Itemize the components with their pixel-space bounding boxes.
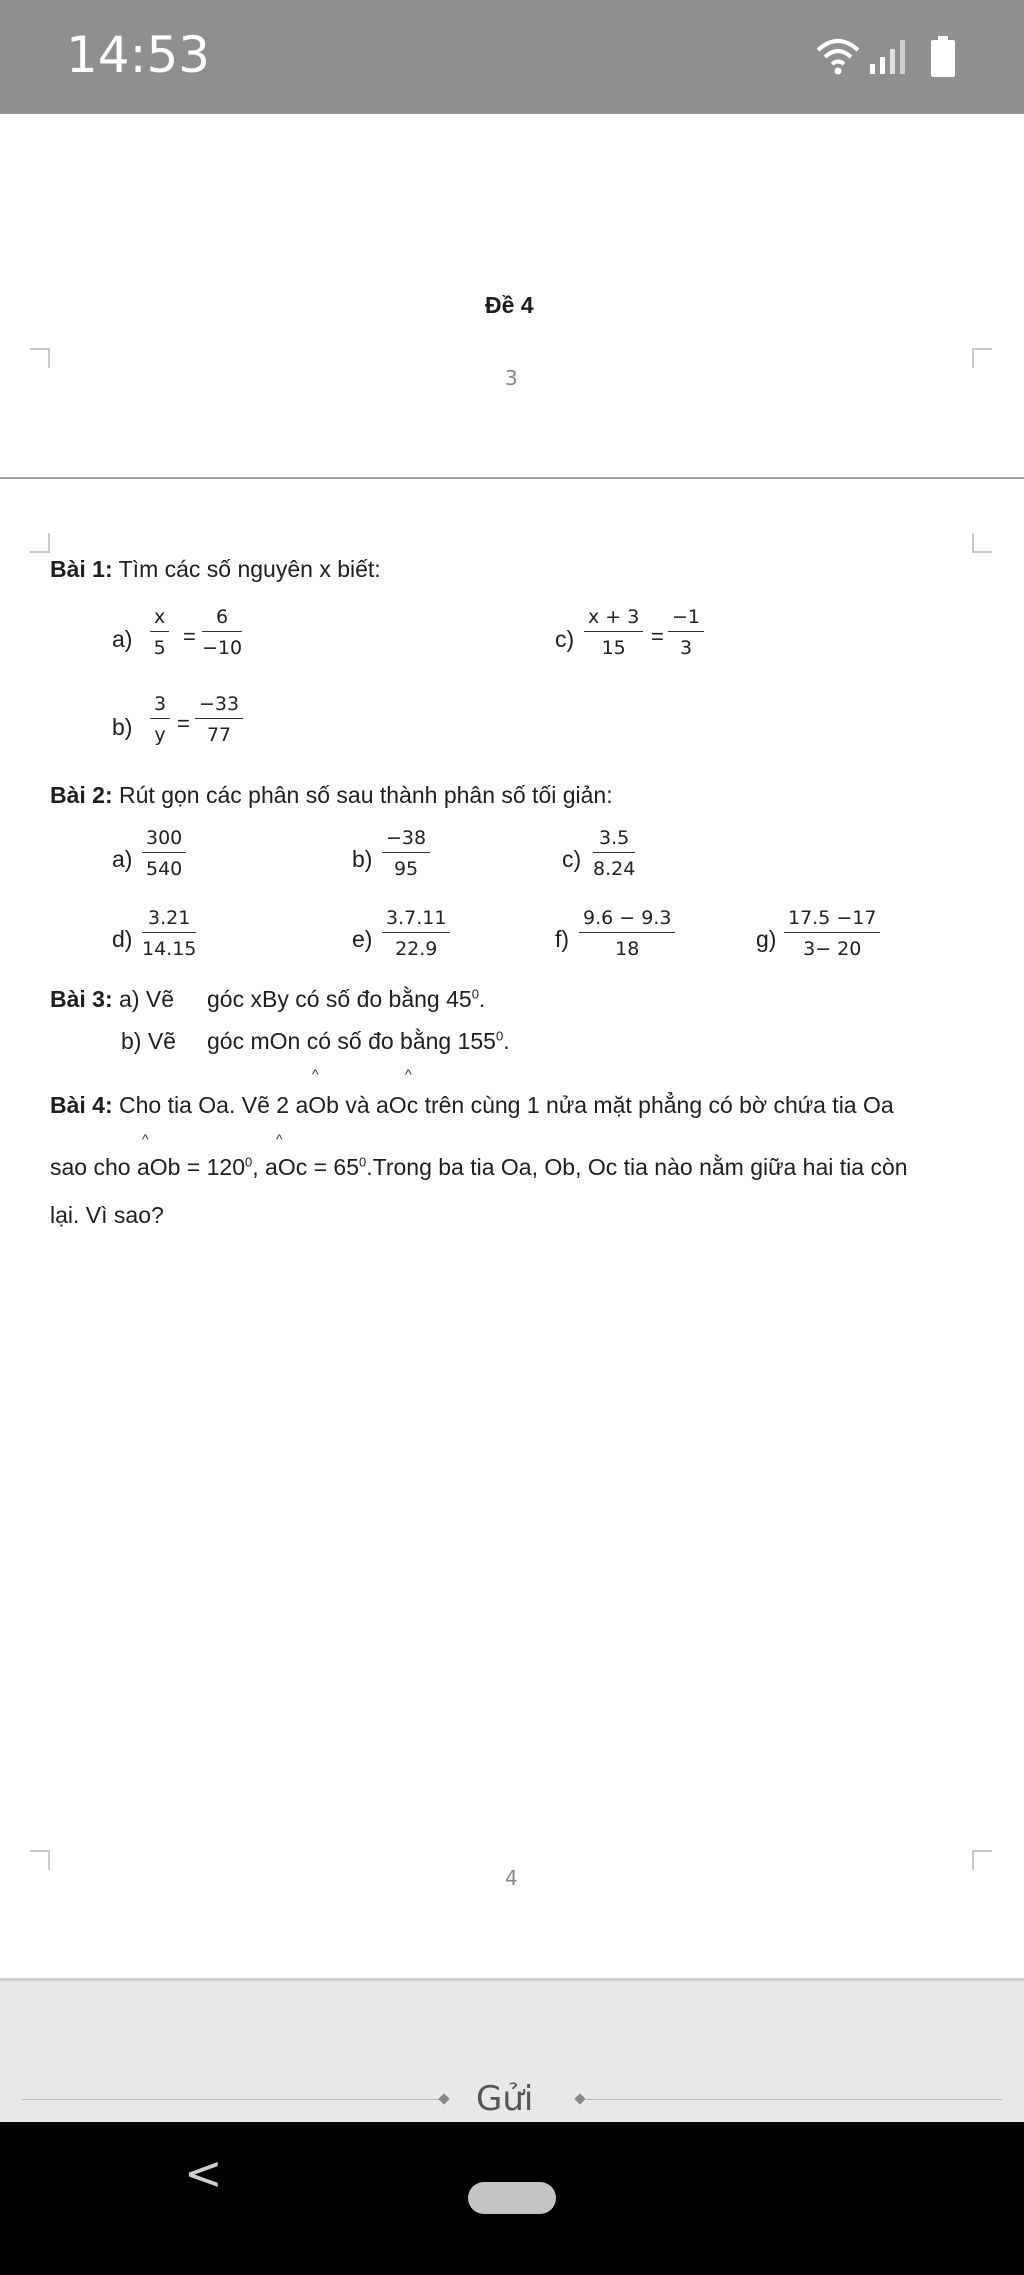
item-label: e) [352, 926, 373, 952]
exercise-4-line-3: lại. Vì sao? [50, 1202, 164, 1228]
home-button[interactable] [468, 2182, 556, 2214]
angle-hat: ^ [276, 1131, 283, 1147]
exercise-title: Bài 3: [50, 986, 113, 1012]
item-label: g) [756, 926, 777, 952]
item-label: c) [555, 626, 575, 652]
exercise-3-b-text: góc mOn có số đo bằng $155^0$. [207, 1028, 510, 1054]
diamond-icon [438, 2093, 449, 2104]
fraction: $\frac{3.21}{14.15}$ [142, 907, 197, 960]
item-label: b) [112, 714, 133, 740]
fraction: $\frac{3.5}{8.24}$ [593, 827, 636, 880]
item-label: f) [555, 926, 570, 952]
fraction: $\frac{9.6 - 9.3}{18}$ [579, 907, 675, 960]
crop-mark [972, 1850, 992, 1870]
exercise-text: Rút gọn các phân số sau thành phân số tối giản: [119, 782, 613, 808]
exercise-text: Tìm các số nguyên x biết: [118, 556, 381, 582]
exercise-1-heading [50, 556, 381, 583]
cell-signal-icon [868, 36, 912, 76]
fraction: $\frac{300}{540}$ [142, 827, 186, 880]
status-bar [0, 0, 1024, 114]
fraction: $\frac{3}{y}$ [150, 693, 170, 746]
divider-line [22, 2099, 442, 2100]
crop-mark [30, 348, 50, 368]
fraction: $\frac{x}{5}$ [150, 606, 169, 659]
exercise-2-heading [50, 782, 613, 809]
crop-mark [972, 348, 992, 368]
angle-hat: ^ [405, 1066, 412, 1082]
navigation-bar [0, 2122, 1024, 2275]
page-3 [0, 114, 1024, 478]
send-button[interactable]: Gửi [476, 2079, 534, 2119]
status-time: 14:53 [66, 26, 211, 84]
fraction: $\frac{-38}{95}$ [382, 827, 430, 880]
equals-sign: = [183, 624, 196, 649]
item-label: b) [352, 846, 373, 872]
diamond-icon [574, 2093, 585, 2104]
page-title: Đề 4 [485, 292, 534, 318]
equals-sign: = [177, 711, 190, 736]
item-label: a) [112, 626, 133, 652]
divider-line [586, 2099, 1002, 2100]
crop-mark [30, 1850, 50, 1870]
fraction: $\frac{17.5 -17}{3- 20}$ [784, 907, 880, 960]
page-divider [0, 477, 1024, 479]
battery-icon [930, 36, 956, 78]
item-label: d) [112, 926, 133, 952]
exercise-title: Bài 1: [50, 556, 113, 582]
fraction: $\frac{x + 3}{15}$ [584, 606, 643, 659]
equals-sign: = [651, 624, 664, 649]
angle-hat: ^ [312, 1066, 319, 1082]
exercise-3-b: b) Vẽ [121, 1028, 176, 1054]
exercise-3-a-text: góc xBy có số đo bằng $45^0$. [207, 986, 486, 1012]
page-number: 4 [505, 1866, 518, 1890]
angle-hat: ^ [142, 1131, 149, 1147]
item-label: a) [112, 846, 133, 872]
crop-mark [30, 533, 50, 553]
fraction: $\frac{6}{-10}$ [202, 606, 243, 659]
exercise-4-line-1: Bài 4: Cho tia Oa. Vẽ 2 aOb và aOc trên cùng 1 nửa mặt phẳng có bờ chứa tia Oa [50, 1092, 894, 1118]
item-label: c) [562, 846, 582, 872]
exercise-title: Bài 2: [50, 782, 113, 808]
fraction: $\frac{3.7.11}{22.9}$ [382, 907, 450, 960]
exercise-3-a: Bài 3: a) Vẽ [50, 986, 175, 1012]
crop-mark [972, 533, 992, 553]
page-number: 3 [505, 366, 518, 390]
send-bar [0, 1978, 1024, 2125]
fraction: $\frac{-33}{77}$ [195, 693, 243, 746]
exercise-4-line-2: sao cho aOb = $120^0$, aOc = $65^0.Trong$ ba tia Oa, Ob, Oc tia nào nằm giữa hai tia còn [50, 1154, 908, 1180]
fraction: $\frac{-1}{3}$ [668, 606, 704, 659]
exercise-title: Bài 4: [50, 1092, 113, 1118]
back-button[interactable]: < [184, 2146, 223, 2200]
wifi-icon [815, 36, 861, 76]
